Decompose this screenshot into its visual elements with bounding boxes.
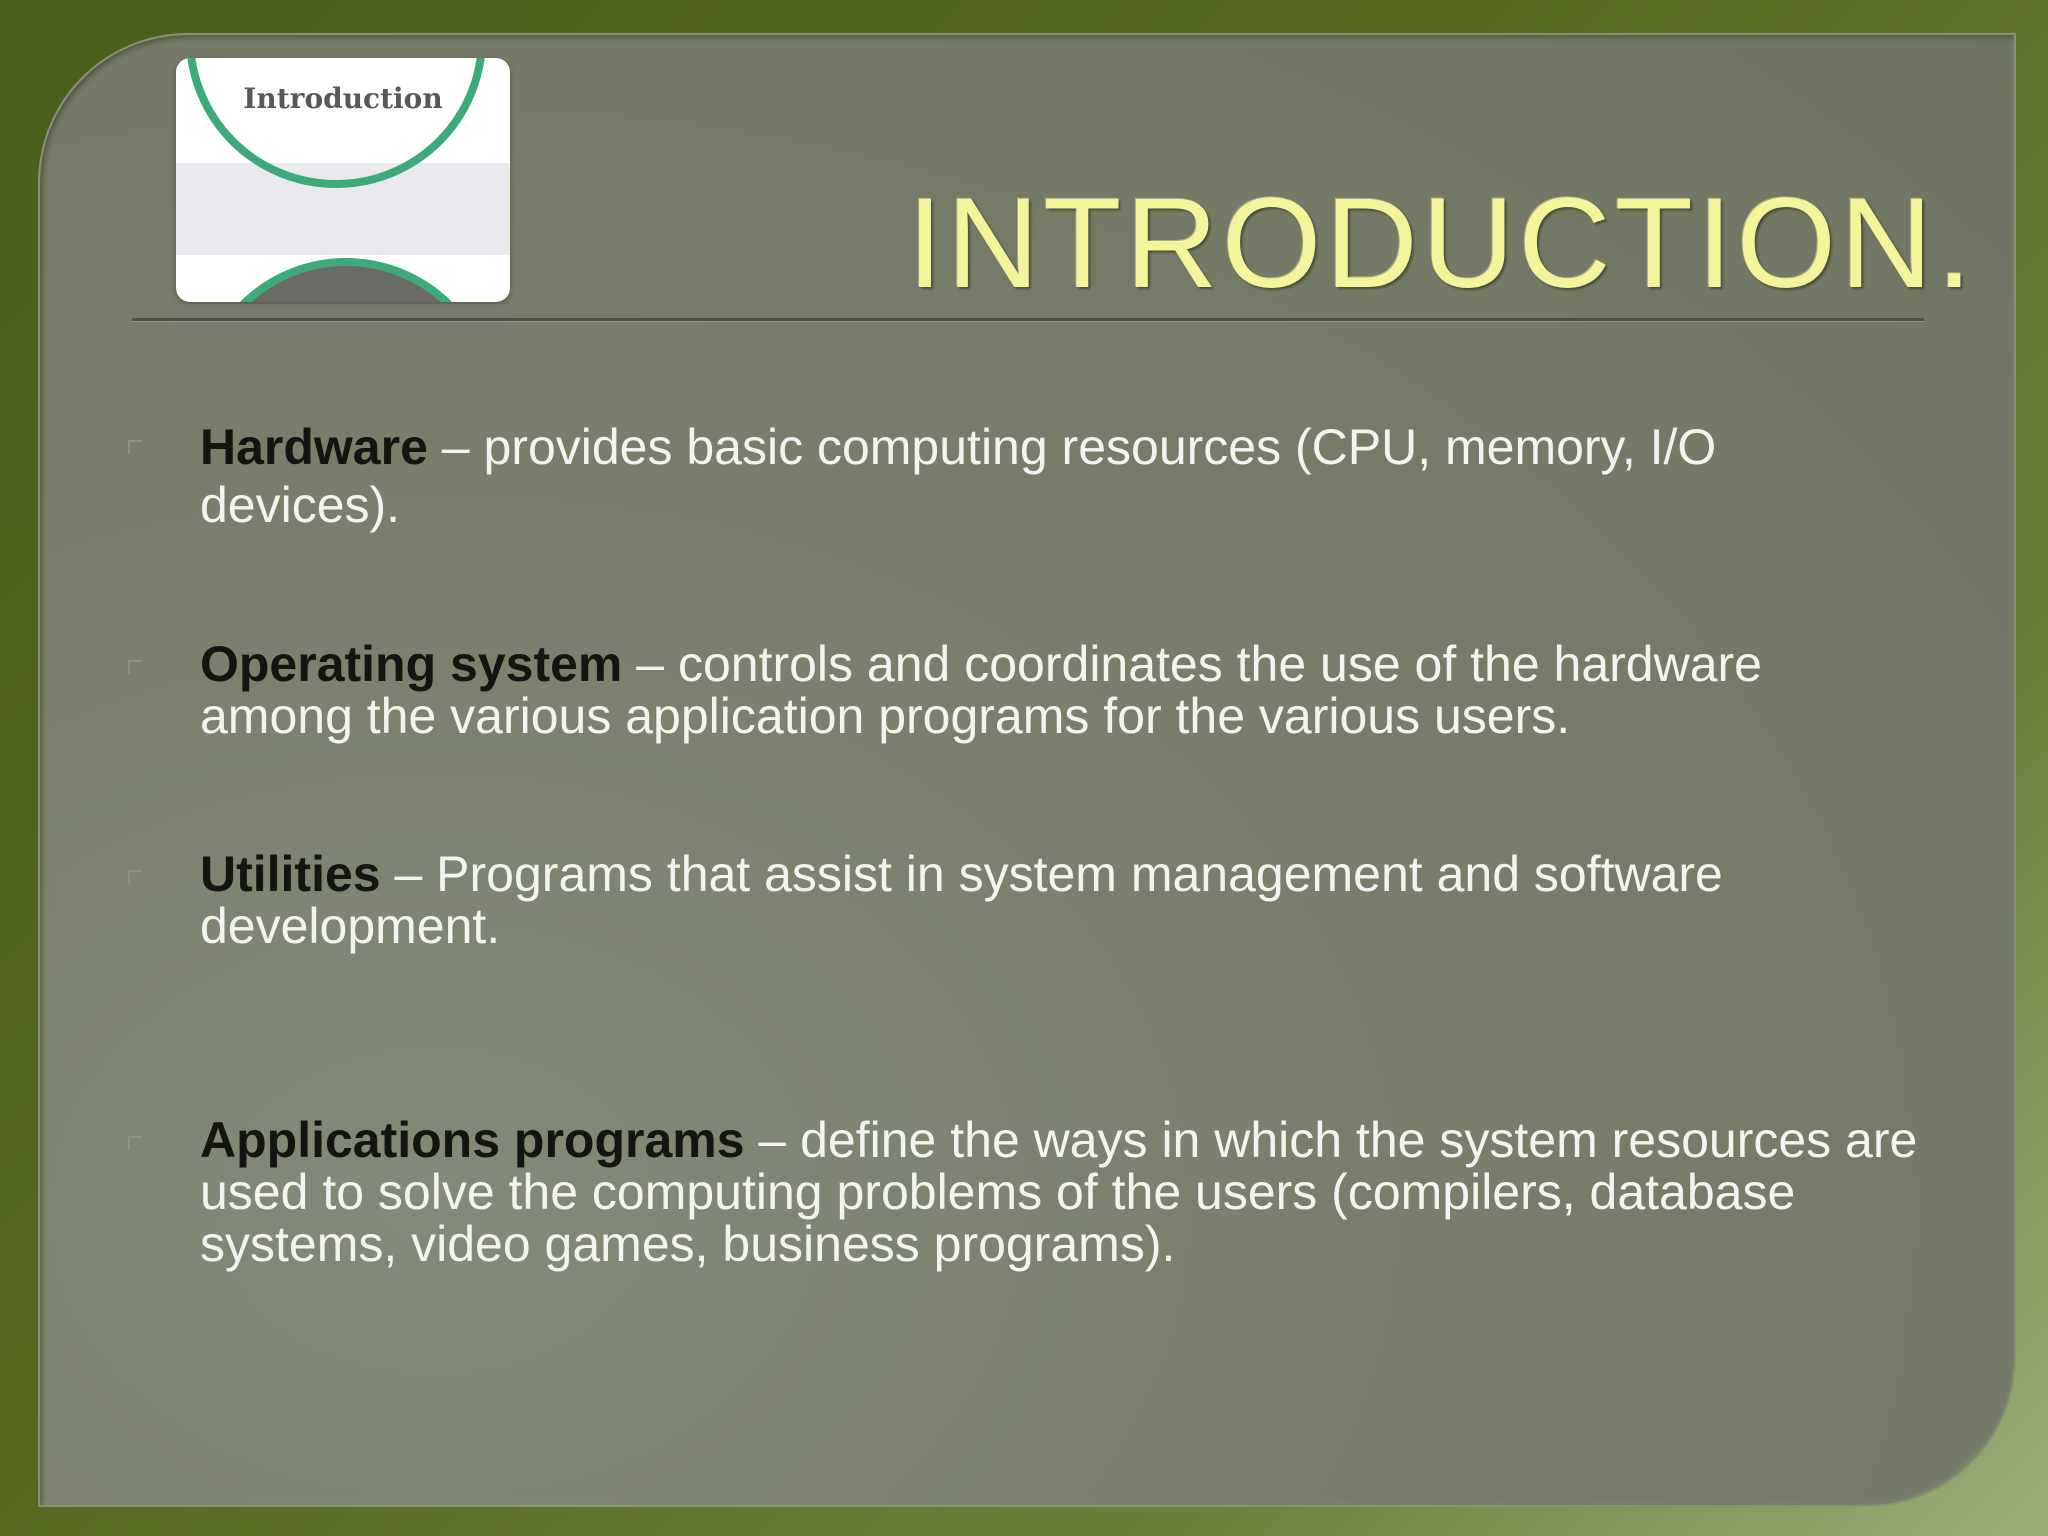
bullet-hardware [200, 418, 1920, 534]
logo-text: Introduction [243, 82, 443, 115]
bullet-applications-programs [200, 1114, 1920, 1270]
bullet-description: – Programs that assist in system management and software development. [200, 846, 1723, 954]
bullet-description: – controls and coordinates the use of the hardware among the various application programs for the various users. [200, 636, 1762, 744]
bullet-marker-icon [128, 660, 142, 674]
bullet-term: Operating system [200, 636, 623, 692]
bullet-marker-icon [128, 440, 142, 454]
bullet-description: – provides basic computing resources (CPU, memory, I/O devices). [200, 419, 1717, 533]
bullet-term: Applications programs [200, 1112, 745, 1168]
bullet-utilities [200, 848, 1920, 952]
bullet-marker-icon [128, 1136, 142, 1150]
bullet-operating-system [200, 638, 1920, 742]
bullet-marker-icon [128, 870, 142, 884]
bullet-term: Hardware [200, 419, 428, 475]
slide-title: INTRODUCTION. [907, 172, 1976, 315]
bullet-description: – define the ways in which the system resources are used to solve the computing problems of the users (compilers, database systems, video games, business programs). [200, 1112, 1918, 1272]
bullet-term: Utilities [200, 846, 381, 902]
